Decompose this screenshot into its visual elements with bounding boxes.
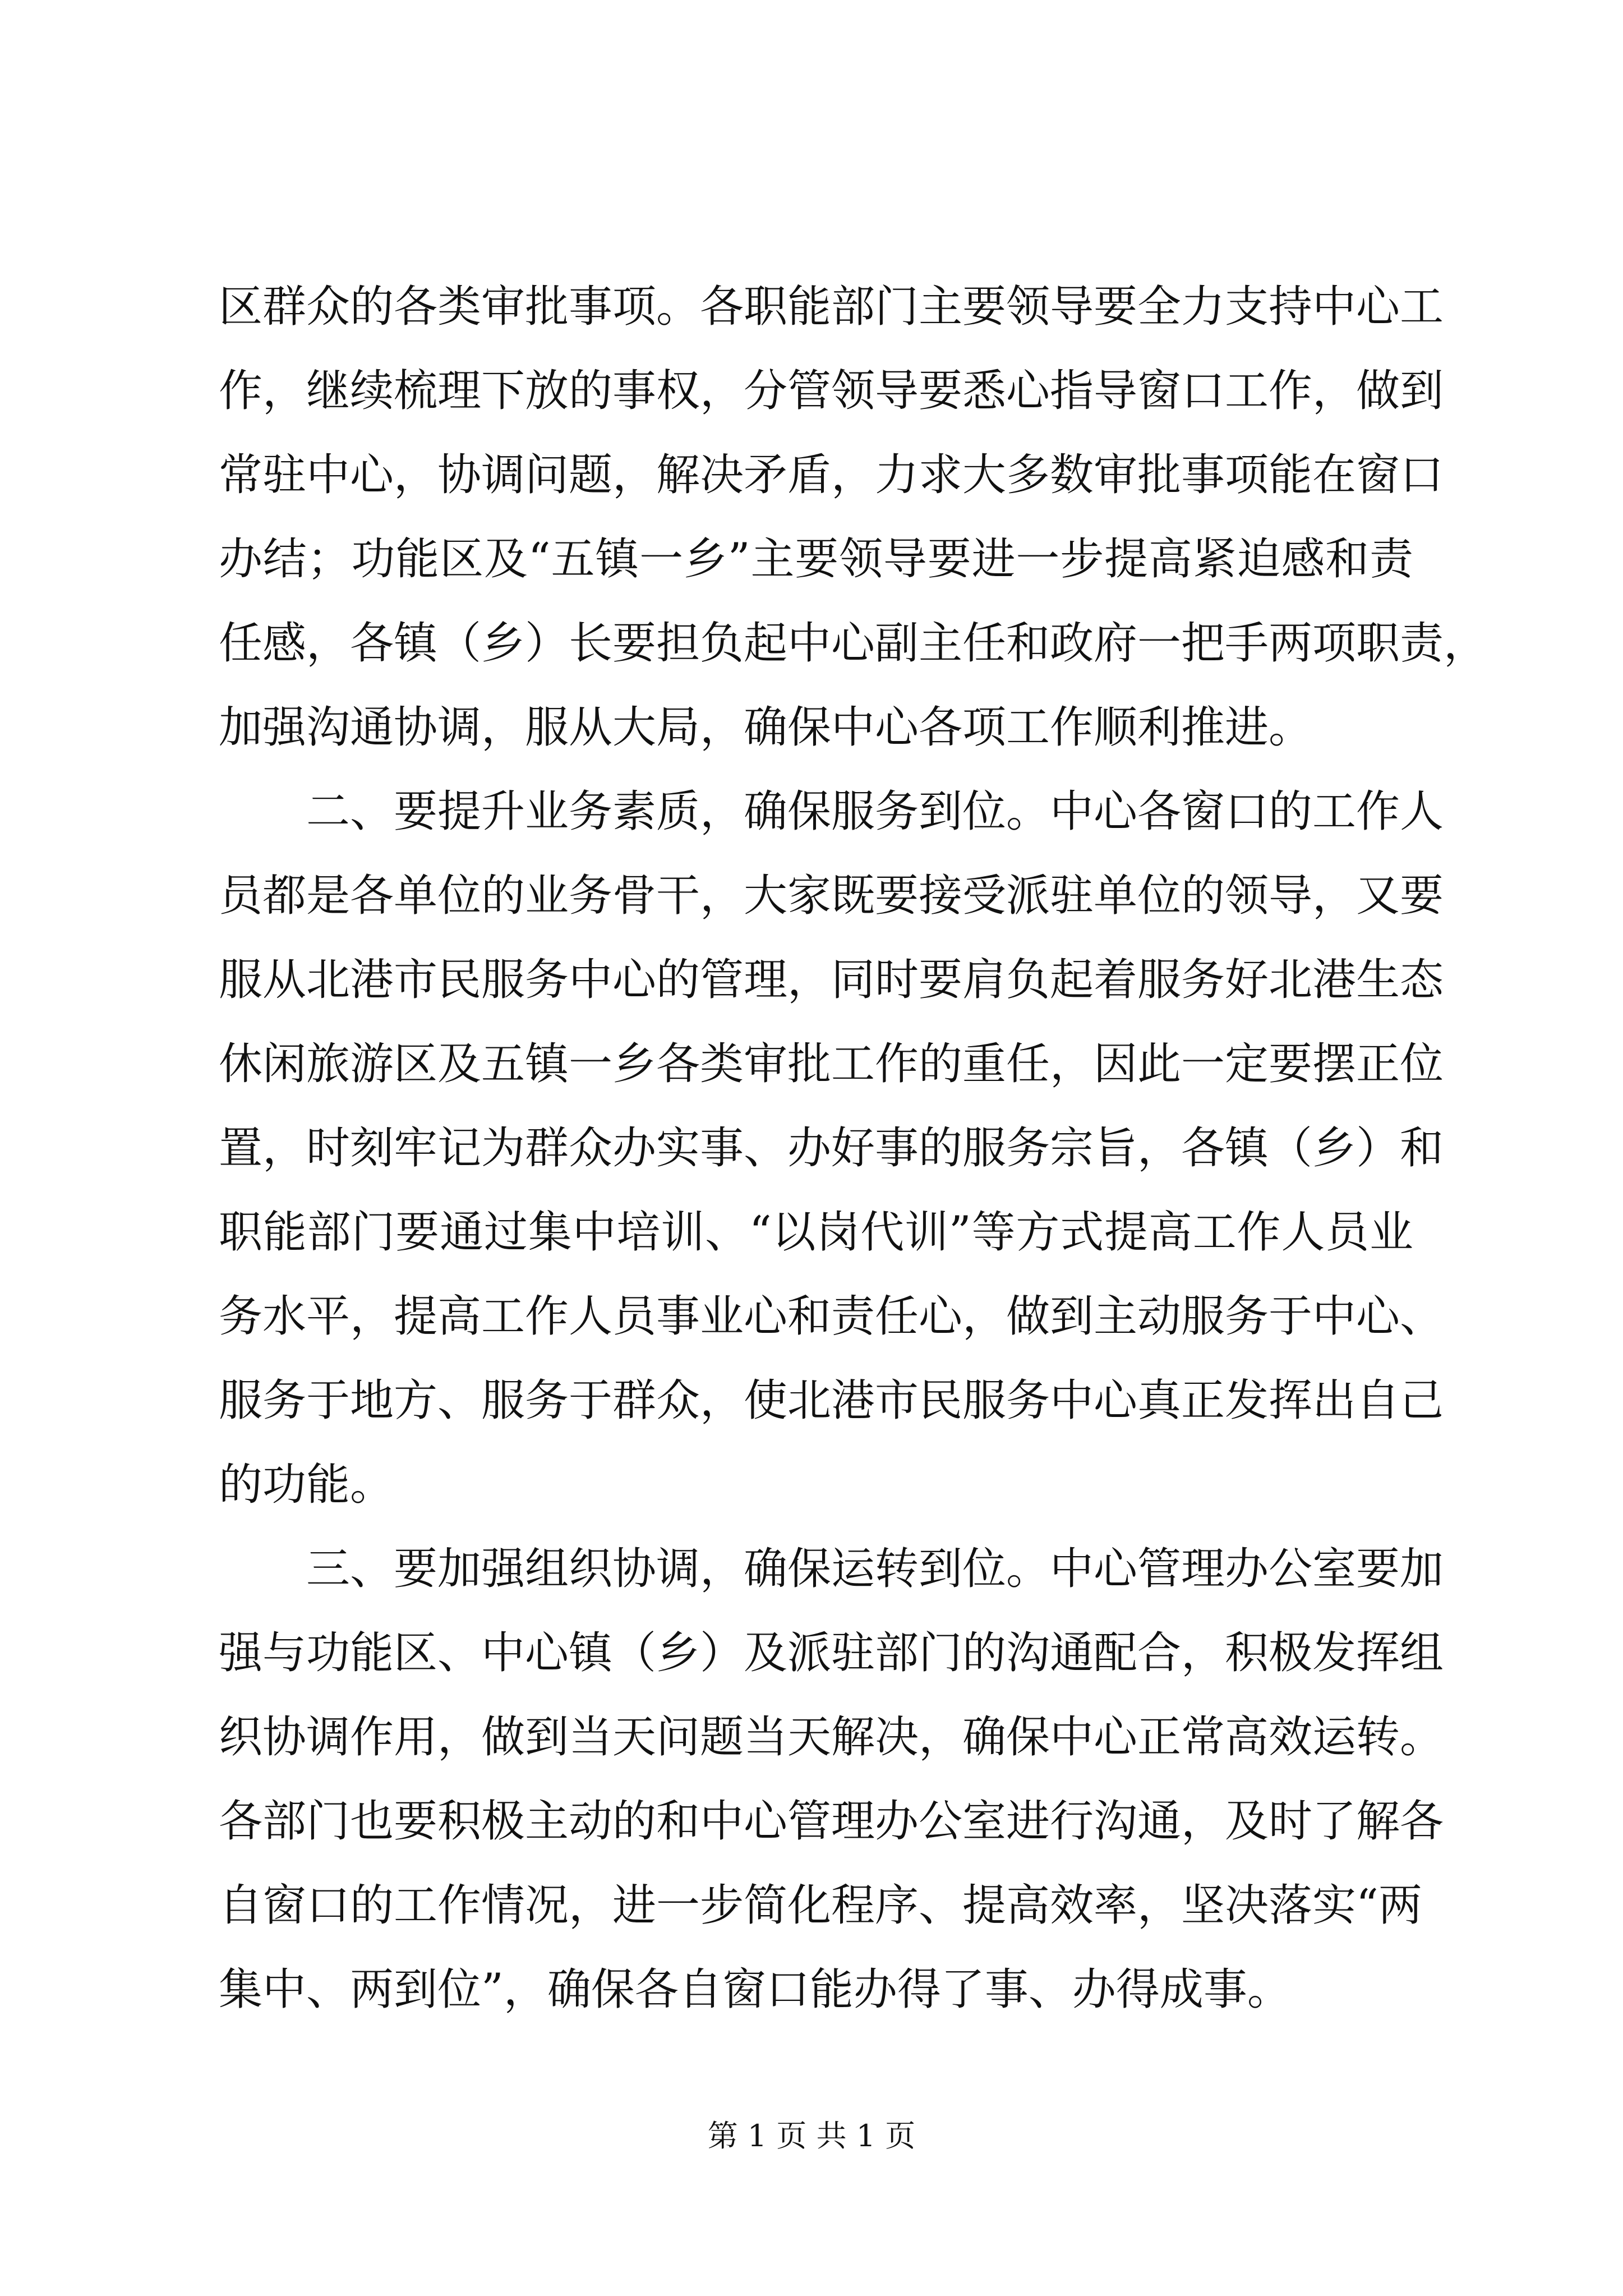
text-line: 办结；功能区及“五镇一乡”主要领导要进一步提高紧迫感和责 xyxy=(219,534,1413,585)
text-line: 服从北港市民服务中心的管理，同时要肩负起着服务好北港生态 xyxy=(219,955,1444,1005)
text-line: 常驻中心，协调问题，解决矛盾，力求大多数审批事项能在窗口 xyxy=(219,450,1444,500)
text-line: 区群众的各类审批事项。各职能部门主要领导要全力支持中心工 xyxy=(219,282,1444,332)
text-line: 加强沟通协调，服从大局，确保中心各项工作顺利推进。 xyxy=(219,702,1313,753)
text-line: 员都是各单位的业务骨干，大家既要接受派驻单位的领导，又要 xyxy=(219,871,1444,921)
text-line: 织协调作用，做到当天问题当天解决，确保中心正常高效运转。 xyxy=(219,1712,1444,1763)
text-line: 自窗口的工作情况，进一步简化程序、提高效率，坚决落实“两 xyxy=(219,1880,1422,1931)
text-line: 强与功能区、中心镇（乡）及派驻部门的沟通配合，积极发挥组 xyxy=(219,1628,1444,1678)
text-line: 置，时刻牢记为群众办实事、办好事的服务宗旨，各镇（乡）和 xyxy=(219,1123,1444,1174)
text-line: 职能部门要通过集中培训、“以岗代训”等方式提高工作人员业 xyxy=(219,1207,1413,1258)
text-line: 作，继续梳理下放的事权，分管领导要悉心指导窗口工作，做到 xyxy=(219,366,1444,416)
text-line: 各部门也要积极主动的和中心管理办公室进行沟通，及时了解各 xyxy=(219,1796,1444,1847)
page-footer: 第 1 页 共 1 页 xyxy=(707,2118,916,2154)
text-line: 休闲旅游区及五镇一乡各类审批工作的重任，因此一定要摆正位 xyxy=(219,1039,1444,1089)
paragraph-3-first-line: 三、要加强组织协调，确保运转到位。中心管理办公室要加 xyxy=(306,1544,1444,1594)
text-line: 服务于地方、服务于群众，使北港市民服务中心真正发挥出自己 xyxy=(219,1375,1444,1426)
text-line: 的功能。 xyxy=(219,1460,394,1510)
text-line: 集中、两到位”，确保各自窗口能办得了事、办得成事。 xyxy=(219,1964,1291,2015)
text-line: 任感，各镇（乡）长要担负起中心副主任和政府一把手两项职责， xyxy=(219,618,1488,669)
text-line: 务水平，提高工作人员事业心和责任心，做到主动服务于中心、 xyxy=(219,1291,1444,1342)
paragraph-2-first-line: 二、要提升业务素质，确保服务到位。中心各窗口的工作人 xyxy=(306,786,1444,837)
